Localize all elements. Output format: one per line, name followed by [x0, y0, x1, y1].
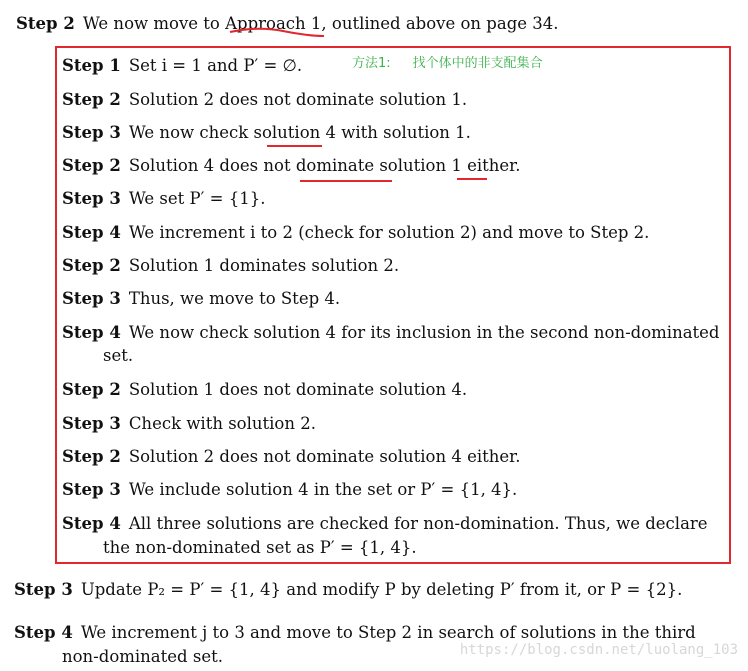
- step-text: We include solution 4 in the set or P′ = {1, 4}.: [128, 480, 518, 499]
- step-label: Step 2: [62, 380, 121, 399]
- step-text: We increment j to 3 and move to Step 2 in search of solutions in the third: [80, 623, 696, 642]
- step-label: Step 3: [62, 414, 121, 433]
- step-label: Step 4: [62, 223, 121, 242]
- red-underline-mark: [457, 178, 487, 180]
- step-label: Step 4: [62, 514, 121, 533]
- step-text: Solution 2 does not dominate solution 1.: [128, 90, 468, 109]
- step-label: Step 2: [16, 14, 75, 33]
- red-underline-mark: [300, 180, 392, 182]
- red-underline-mark: [228, 26, 328, 40]
- step-text-continuation: the non-dominated set as P′ = {1, 4}.: [103, 538, 417, 557]
- step-line: [14, 622, 696, 644]
- step-label: Step 3: [14, 580, 73, 599]
- handwritten-annotation: [352, 52, 543, 71]
- step-label: Step 2: [62, 256, 121, 275]
- step-line: [62, 255, 399, 277]
- step-label: Step 3: [62, 189, 121, 208]
- step-line: [62, 89, 467, 111]
- step-line: [62, 222, 649, 244]
- step-text: Solution 1 dominates solution 2.: [128, 256, 400, 275]
- step-label: Step 2: [62, 447, 121, 466]
- step-text: Solution 2 does not dominate solution 4 either.: [128, 447, 521, 466]
- step-text: We now move to Approach 1, outlined above on page 34.: [82, 14, 559, 33]
- step-line: [62, 188, 265, 210]
- step-text: Update P₂ = P′ = {1, 4} and modify P by deleting P′ from it, or P = {2}.: [80, 580, 683, 599]
- step-text: All three solutions are checked for non-domination. Thus, we declare: [128, 514, 708, 533]
- step-line: [62, 288, 340, 310]
- step-line: [62, 379, 467, 401]
- step-label: Step 2: [62, 156, 121, 175]
- step-label: Step 4: [62, 323, 121, 342]
- step-label: Step 2: [62, 90, 121, 109]
- step-text: We now check solution 4 with solution 1.: [128, 123, 471, 142]
- step-label: Step 4: [14, 623, 73, 642]
- step-line: [62, 155, 521, 177]
- watermark: https://blog.csdn.net/luolang_103: [459, 642, 738, 658]
- step-text-continuation: non-dominated set.: [62, 647, 223, 666]
- step-text-continuation: set.: [103, 346, 134, 365]
- step-text: Solution 1 does not dominate solution 4.: [128, 380, 468, 399]
- annotation-method: 方法1:: [352, 56, 391, 71]
- step-line: [14, 579, 682, 601]
- step-label: Step 3: [62, 480, 121, 499]
- step-line: [62, 55, 302, 77]
- step-label: Step 3: [62, 123, 121, 142]
- step-text: Check with solution 2.: [128, 414, 316, 433]
- step-text: Solution 4 does not dominate solution 1 either.: [128, 156, 521, 175]
- step-line: [62, 513, 708, 535]
- step-text: We increment i to 2 (check for solution 2) and move to Step 2.: [128, 223, 650, 242]
- step-line: [62, 122, 471, 144]
- step-text: We now check solution 4 for its inclusion in the second non-dominated: [128, 323, 720, 342]
- step-line: [62, 446, 521, 468]
- red-underline-mark: [267, 145, 322, 147]
- annotation-note: 找个体中的非支配集合: [412, 56, 543, 71]
- step-line: [62, 479, 517, 501]
- step-text: We set P′ = {1}.: [128, 189, 266, 208]
- step-label: Step 3: [62, 289, 121, 308]
- step-line: [62, 413, 316, 435]
- step-line: [62, 322, 720, 344]
- step-text: Set i = 1 and P′ = ∅.: [128, 56, 303, 75]
- step-text: Thus, we move to Step 4.: [128, 289, 341, 308]
- step-label: Step 1: [62, 56, 121, 75]
